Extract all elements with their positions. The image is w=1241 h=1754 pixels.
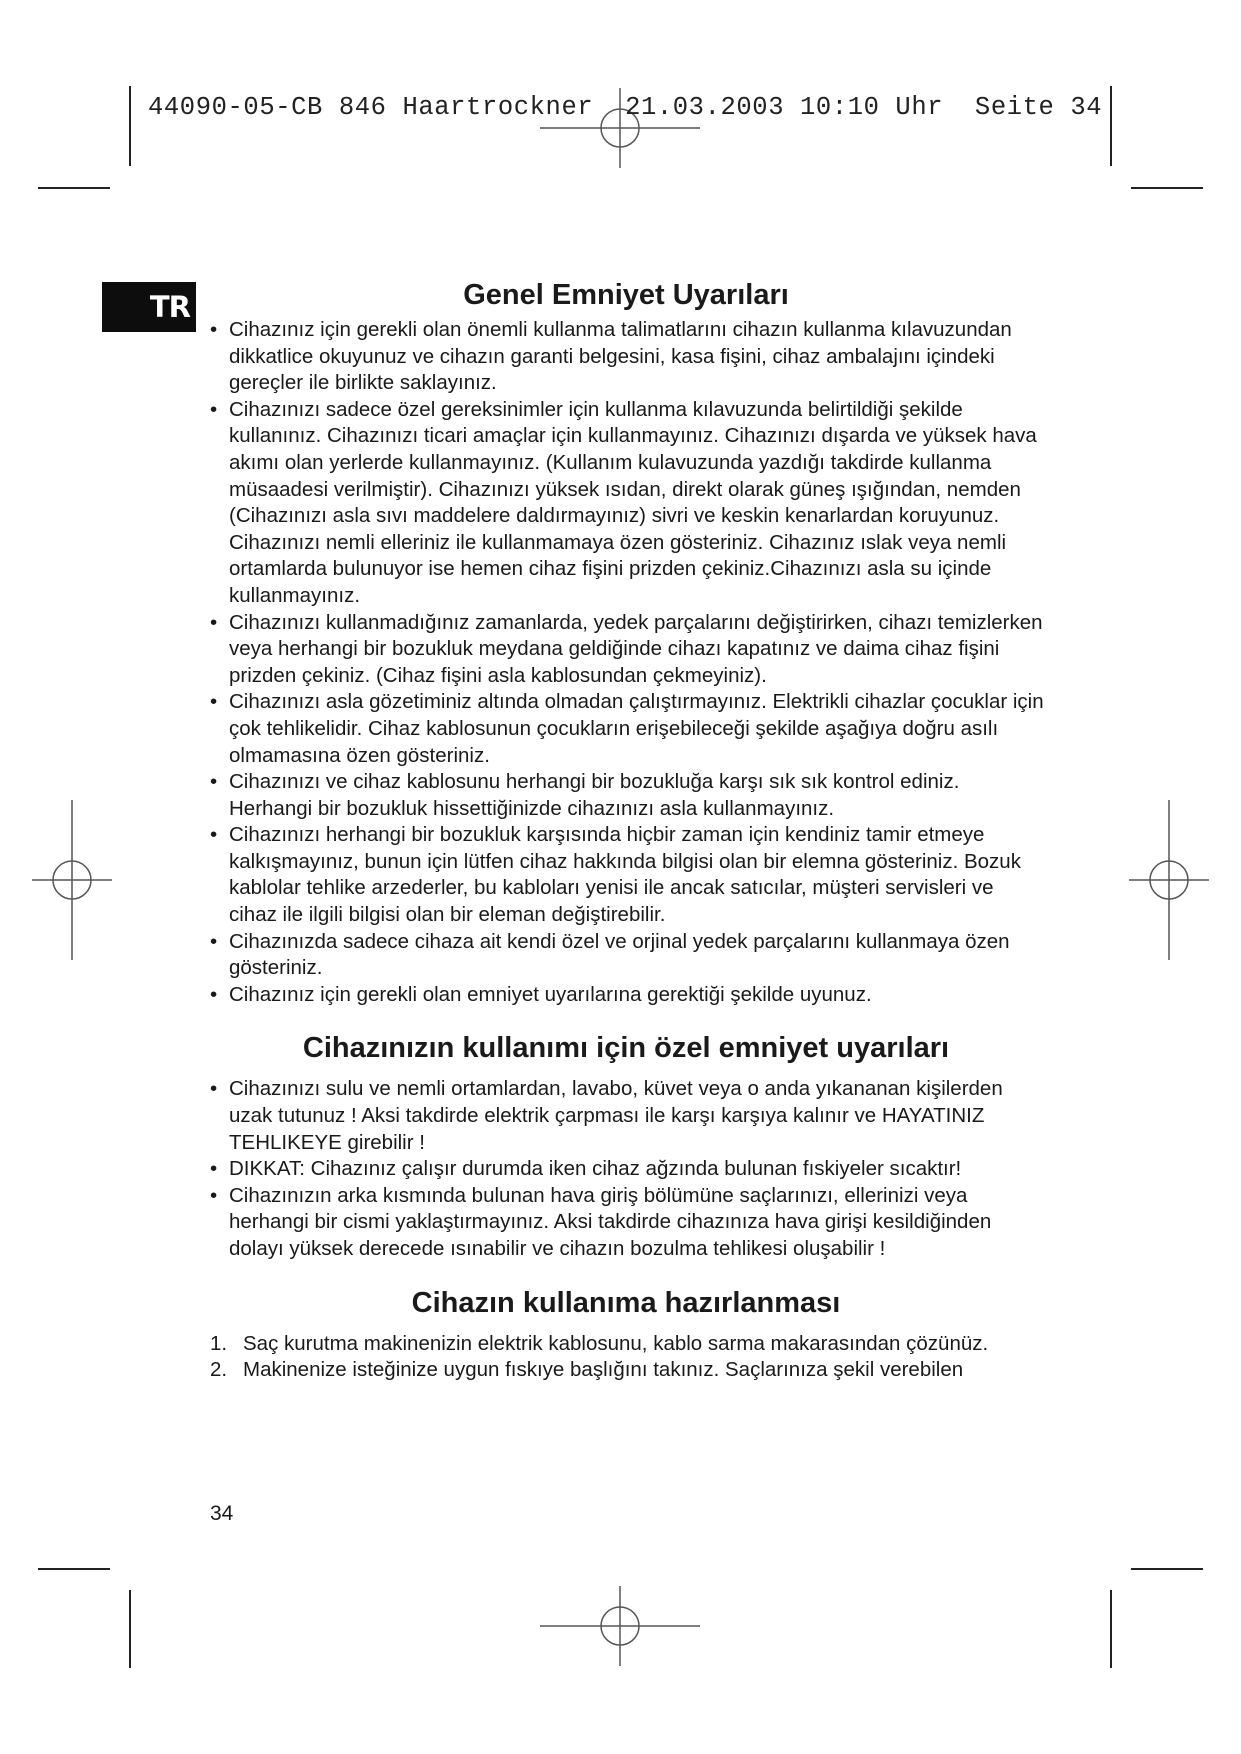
crop-mark [129, 1590, 131, 1668]
page-number: 34 [210, 1502, 234, 1525]
step-number: 1. [210, 1331, 228, 1355]
section-title-general: Genel Emniyet Uyarıları [463, 279, 789, 311]
general-safety-list [206, 317, 1046, 1008]
crop-mark [1131, 1568, 1203, 1570]
crop-mark [38, 187, 110, 189]
list-item: • Cihazınızı kullanmadığınız zamanlarda, yedek parçalarını değiştirirken, cihazı temizlerken veya herhangi bir bozukluk meydana geldiğinde cihazı kapatınız ve daima cihaz fişini prizden çekiniz. (Cihaz fişini asla kablosundan çekmeyiniz). [206, 610, 1046, 690]
section-title-special: Cihazınızın kullanımı için özel emniyet uyarıları [302, 1032, 950, 1065]
page-content [206, 277, 1046, 1384]
crop-mark [38, 1568, 110, 1570]
list-item: • Cihazınızı ve cihaz kablosunu herhangi bir bozukluğa karşı sık sık kontrol ediniz. Herhangi bir bozukluk hissettiğinizde cihazınızı asla kullanmayınız. [206, 769, 1046, 822]
crop-mark [1110, 86, 1112, 166]
crop-mark [129, 86, 131, 166]
list-item: • DIKKAT: Cihazınız çalışır durumda iken cihaz ağzında bulunan fıskiyeler sıcaktır! [206, 1156, 1046, 1183]
list-item: • Cihazınızda sadece cihaza ait kendi özel ve orjinal yedek parçalarını kullanmaya özen gösteriniz. [206, 929, 1046, 982]
step-text: Makinenize isteğinize uygun fıskıye başlığını takınız. Saçlarınıza şekil verebilen [243, 1358, 964, 1382]
list-item: • Cihazınız için gerekli olan önemli kullanma talimatlarını cihazın kullanma kılavuzundan dikkatlice okuyunuz ve cihazın garanti belgesini, kasa fişini, cihaz ambalajını içindeki gereçler ile birlikte saklayınız. [206, 317, 1046, 397]
list-item: • Cihazınızın arka kısmında bulunan hava giriş bölümüne saçlarınızı, ellerinizi veya herhangi bir cismi yaklaştırmayınız. Aksi takdirde cihazınıza hava girişi kesildiğinden dolayı yüksek derecede ısınabilir ve cihazın bozulma tehlikesi oluşabilir ! [206, 1183, 1046, 1263]
step-item [206, 1357, 1046, 1384]
list-item: • Cihazınızı sulu ve nemli ortamlardan, lavabo, küvet veya o anda yıkananan kişilerden uzak tutunuz ! Aksi takdirde elektrik çarpması ile karşı karşıya kalınır ve HAYATINIZ TEHLIKEYE girebilir ! [206, 1076, 1046, 1156]
registration-mark-icon [1129, 800, 1209, 960]
list-item: • Cihazınızı herhangi bir bozukluk karşısında hiçbir zaman için kendiniz tamir etmeye kalkışmayınız, bunun için lütfen cihaz hakkında bilgisi olan bir elemna gösteriniz. Bozuk kablolar tehlike arzederler, bu kabloları yenisi ile ancak satıcılar, müşteri servisleri ve cihaz ile ilgili bilgisi olan bir eleman değiştirebilir. [206, 822, 1046, 928]
list-item: • Cihazınız için gerekli olan emniyet uyarılarına gerektiği şekilde uyunuz. [206, 982, 1046, 1009]
registration-mark-icon [32, 800, 112, 960]
list-item: • Cihazınızı sadece özel gereksinimler için kullanma kılavuzunda belirtildiği şekilde kullanınız. Cihazınızı ticari amaçlar için kullanmayınız. Cihazınızı dışarda ve yüksek hava akımı olan yerlerde kullanmayınız. (Kullanım kulavuzunda yazdığı takdirde kullanma müsaadesi verilmiştir). Cihazınızı yüksek ısıdan, direkt olarak güneş ışığından, nemden (Cihazınızı asla sıvı maddelere daldırmayınız) sivri ve keskin kenarlardan koruyunuz. Cihazınızı nemli elleriniz ile kullanmamaya özen gösteriniz. Cihazınız ıslak veya nemli ortamlarda bulunuyor ise hemen cihaz fişini prizden çekiniz.Cihazınızı asla su içinde kullanmayınız. [206, 397, 1046, 610]
section-title-preparation: Cihazın kullanıma hazırlanması [411, 1286, 841, 1319]
crop-mark [1131, 187, 1203, 189]
step-item [206, 1331, 1046, 1358]
preparation-steps [206, 1331, 1046, 1384]
special-safety-list [206, 1076, 1046, 1262]
step-text: Saç kurutma makinenizin elektrik kablosunu, kablo sarma makarasından çözünüz. [243, 1331, 989, 1355]
registration-mark-icon [540, 1586, 700, 1666]
language-tab: TR [102, 282, 196, 332]
print-header: 44090-05-CB 846 Haartrockner 21.03.2003 10:10 Uhr Seite 34 [148, 93, 1103, 122]
step-number: 2. [210, 1358, 228, 1382]
crop-mark [1110, 1590, 1112, 1668]
list-item: • Cihazınızı asla gözetiminiz altında olmadan çalıştırmayınız. Elektrikli cihazlar çocuklar için çok tehlikelidir. Cihaz kablosunun çocukların erişebileceği şekilde aşağıya doğru asılı olmamasına özen gösteriniz. [206, 689, 1046, 769]
